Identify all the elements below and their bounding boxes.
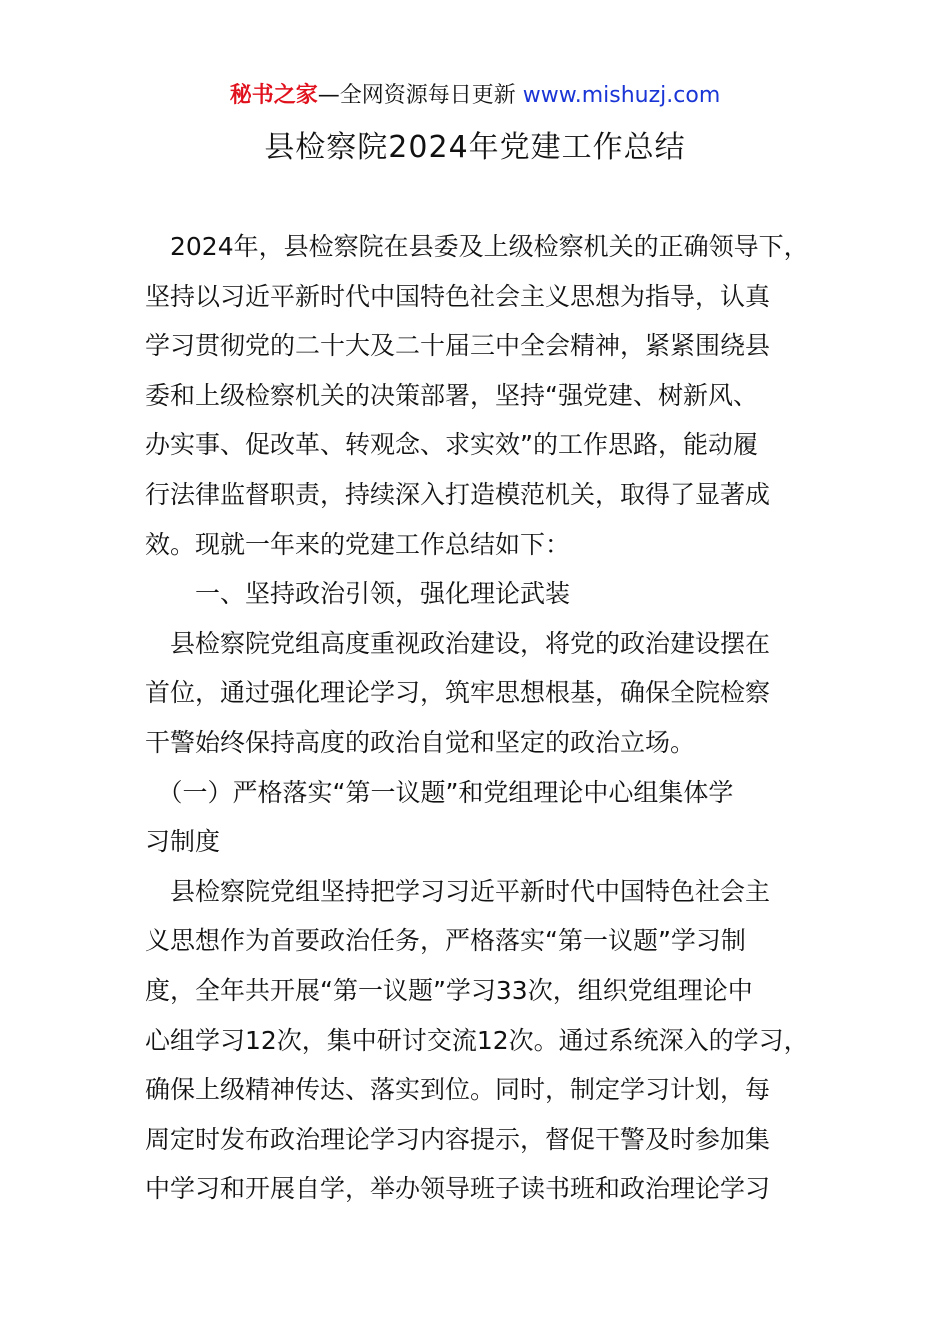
body-line: 办实事、促改革、转观念、求实效”的工作思路，能动履 bbox=[145, 430, 758, 460]
site-header bbox=[0, 80, 950, 112]
body-line: 中学习和开展自学，举办领导班子读书班和政治理论学习 bbox=[145, 1174, 771, 1204]
subsection-heading: 习制度 bbox=[145, 827, 221, 857]
section-heading: 一、坚持政治引领，强化理论武装 bbox=[145, 579, 571, 609]
header-tagline: —全网资源每日更新 bbox=[317, 83, 523, 108]
body-line: 首位，通过强化理论学习，筑牢思想根基，确保全院检察 bbox=[145, 678, 771, 708]
body-line: 度，全年共开展“第一议题”学习33次，组织党组理论中 bbox=[145, 975, 753, 1005]
body-line: 县检察院党组坚持把学习习近平新时代中国特色社会主 bbox=[145, 876, 771, 906]
body-line: 心组学习12次，集中研讨交流12次。通过系统深入的学习， bbox=[145, 1025, 809, 1055]
body-line: 周定时发布政治理论学习内容提示，督促干警及时参加集 bbox=[145, 1124, 771, 1154]
body-line: 委和上级检察机关的决策部署，坚持“强党建、树新风、 bbox=[145, 380, 758, 410]
body-line: 效。现就一年来的党建工作总结如下： bbox=[145, 529, 571, 559]
body-line: 干警始终保持高度的政治自觉和坚定的政治立场。 bbox=[145, 727, 696, 757]
document-body bbox=[145, 222, 845, 1214]
brand-name: 秘书之家 bbox=[229, 83, 318, 108]
subsection-heading: （一）严格落实“第一议题”和党组理论中心组集体学 bbox=[145, 777, 734, 807]
body-line: 学习贯彻党的二十大及二十届三中全会精神，紧紧围绕县 bbox=[145, 331, 771, 361]
body-line: 义思想作为首要政治任务，严格落实“第一议题”学习制 bbox=[145, 926, 746, 956]
site-url-link[interactable]: www.mishuzj.com bbox=[522, 83, 721, 108]
body-line: 县检察院党组高度重视政治建设，将党的政治建设摆在 bbox=[145, 628, 771, 658]
body-line: 2024年，县检察院在县委及上级检察机关的正确领导下， bbox=[145, 232, 809, 261]
document-title: 县检察院2024年党建工作总结 bbox=[264, 130, 686, 165]
body-line: 确保上级精神传达、落实到位。同时，制定学习计划，每 bbox=[145, 1075, 771, 1105]
body-line: 坚持以习近平新时代中国特色社会主义思想为指导，认真 bbox=[145, 281, 771, 311]
body-line: 行法律监督职责，持续深入打造模范机关，取得了显著成 bbox=[145, 479, 771, 509]
